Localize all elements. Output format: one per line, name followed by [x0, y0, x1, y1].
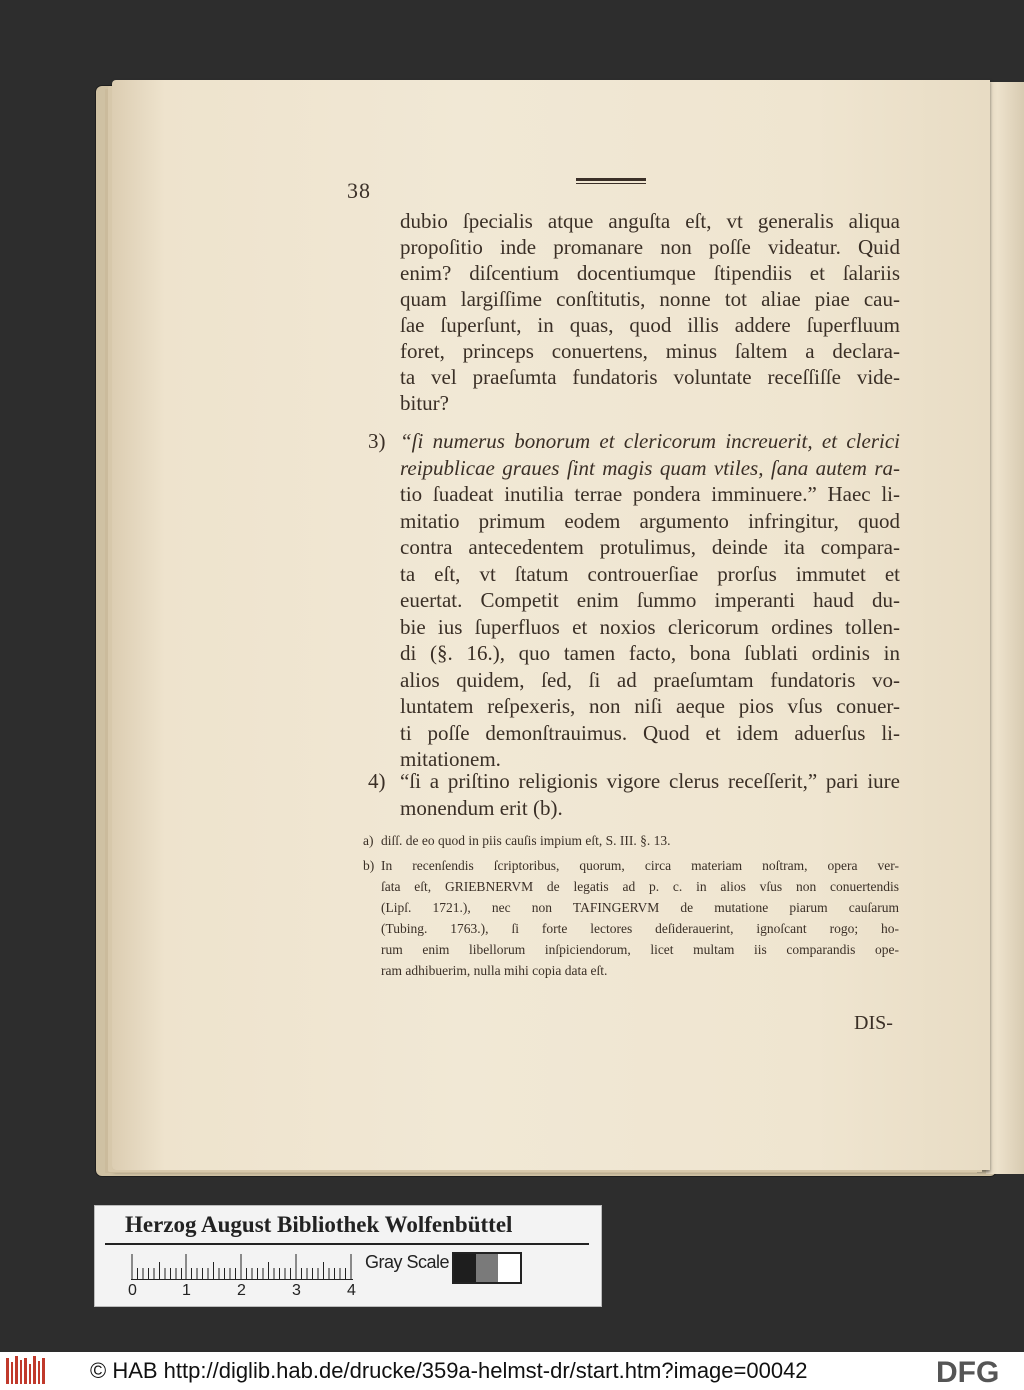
- page-number: 38: [347, 178, 371, 203]
- text-line: ta vel praeſumta fundatoris voluntate receſſiſſe vide-: [400, 365, 900, 389]
- text-line: di (§. 16.), quo tamen facto, bona ſublati ordinis in: [400, 641, 900, 665]
- ruler-ticks-icon: [131, 1254, 353, 1280]
- footnote-mark: a): [363, 833, 374, 848]
- body-paragraph: [400, 208, 900, 416]
- library-name: Herzog August Bibliothek Wolfenbüttel: [125, 1212, 513, 1237]
- footnote-b: [363, 855, 899, 981]
- header-rule-thin: [576, 183, 646, 184]
- text-line: “ſi a priſtino religionis vigore clerus receſſerit,” pari iure: [400, 769, 900, 793]
- item-number: 4): [368, 769, 386, 793]
- text-line: enim? diſcentium docentiumque ſtipendiis et ſalariis: [400, 261, 900, 285]
- footnote-line: (Lipſ. 1721.), nec non TAFINGERVM de mutatione piarum cauſarum: [381, 900, 899, 915]
- barcode-icon: [6, 1356, 46, 1386]
- footnote-mark: b): [363, 858, 375, 873]
- ruler-label: 4: [347, 1282, 356, 1299]
- text-line: mitatio primum eodem argumento infringitur, quod: [400, 508, 900, 533]
- footnotes: [363, 830, 899, 985]
- ruler-scale: [131, 1254, 351, 1280]
- ruler-label: 2: [237, 1282, 246, 1299]
- ruler-label: 0: [128, 1282, 137, 1299]
- footnote-line: rum enim libellorum inſpiciendorum, licet multam iis comparandis ope-: [381, 942, 899, 957]
- text-line: euertat. Competit enim ſummo imperanti haud du-: [400, 588, 900, 612]
- facing-page-edge: [986, 82, 1024, 1174]
- swatch-gray: [476, 1254, 498, 1282]
- text-line: dubio ſpecialis atque anguſta eſt, vt generalis aliqua: [400, 209, 900, 233]
- text-line: mitationem.: [400, 747, 501, 771]
- text-line: tio ſuadeat inutilia terrae pondera imminuere.” Haec li-: [400, 482, 900, 506]
- text-line: ta eſt, vt ſtatum controuerſiae prorſus immutet et: [400, 561, 900, 586]
- item-number: 3): [368, 429, 386, 453]
- text-line: luntatem reſpexeris, non niſi aeque pios vſus conuer-: [400, 694, 900, 718]
- ruler-labels: [125, 1282, 365, 1302]
- footnote-line: (Tubing. 1763.), ſi forte lectores deſiderauerint, ignoſcant rogo; ho-: [381, 921, 899, 936]
- swatch-black: [454, 1254, 476, 1282]
- item-content: [400, 768, 900, 821]
- card-divider: [105, 1243, 589, 1245]
- text-line: ſae ſuperſunt, in quas, quod illis addere ſuperfluum: [400, 313, 900, 337]
- footer-url: © HAB http://diglib.hab.de/drucke/359a-helmst-dr/start.htm?image=00042: [90, 1358, 808, 1383]
- text-line: ti poſſe demonſtrauimus. Quod et idem aduerſus li-: [400, 720, 900, 745]
- ruler-label: 3: [292, 1282, 301, 1299]
- text-line: monendum erit (b).: [400, 795, 563, 820]
- footnote-line: ſata eſt, GRIEBNERVM de legatis ad p. c. in alios vſus non conuertendis: [381, 879, 899, 894]
- text-line: “ſi numerus bonorum et clericorum increuerit, et clerici: [400, 429, 900, 453]
- text-line: bitur?: [400, 391, 449, 415]
- footnote-line: ram adhibuerim, nulla mihi copia data eſt.: [381, 963, 608, 978]
- item-content: [400, 428, 900, 773]
- ruler-label: 1: [182, 1282, 191, 1299]
- text-line: contra antecedentem protulimus, deinde ita compara-: [400, 535, 900, 559]
- text-line: reipublicae graues ſint magis quam vtiles, ſana autem ra-: [400, 455, 900, 480]
- dfg-logo-text: DFG: [936, 1356, 1000, 1386]
- grayscale-label: Gray Scale: [365, 1252, 450, 1272]
- library-colorbar-card: [94, 1205, 602, 1307]
- swatch-white: [498, 1254, 520, 1282]
- text-line: quam largiſſime conſtitutis, nonne tot aliae piae cau-: [400, 287, 900, 311]
- text-line: alios quidem, ſed, ſi ad praeſumtam fundatoris vo-: [400, 667, 900, 692]
- footnote-line: diſſ. de eo quod in piis cauſis impium eſt, S. III. §. 13.: [381, 833, 671, 848]
- footnote-a: [363, 830, 899, 851]
- header-rule: [576, 178, 646, 181]
- text-line: propoſitio inde promanare non poſſe videatur. Quid: [400, 235, 900, 259]
- grayscale-swatch: [452, 1252, 522, 1284]
- footer-bar: [0, 1352, 1024, 1390]
- dfg-logo: [936, 1356, 1018, 1386]
- catchword: DIS-: [854, 1012, 893, 1034]
- text-line: bie ius ſuperfluos et noxios clericorum ordines tollen-: [400, 614, 900, 639]
- text-line: foret, princeps conuertens, minus ſaltem a declara-: [400, 339, 900, 363]
- footnote-line: In recenſendis ſcriptoribus, quorum, circa materiam noſtram, opera ver-: [381, 858, 899, 873]
